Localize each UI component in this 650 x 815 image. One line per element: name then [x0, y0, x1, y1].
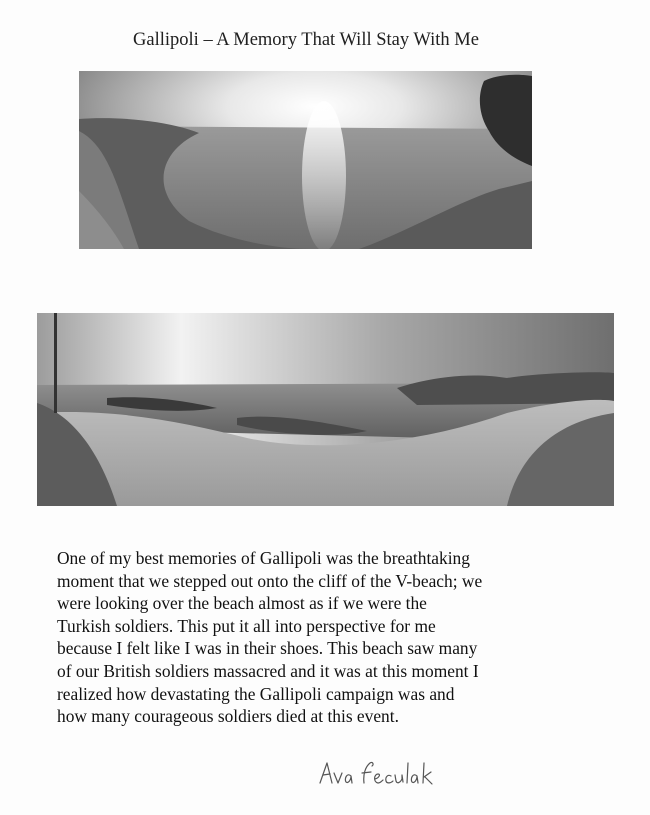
coast-photo-top	[79, 71, 532, 249]
memory-paragraph: One of my best memories of Gallipoli was the breathtaking moment that we stepped out onto the cliff of the V-beach; we were looking over the beach almost as if we were the Turkish soldiers. This put it all into perspective for me because I felt like I was in their shoes. This beach saw many of our British soldiers massacred and it was at this moment I realized how devastating the Gallipoli campaign was and how many courageous soldiers died at this event.	[57, 548, 483, 727]
page-title: Gallipoli – A Memory That Will Stay With Me	[133, 30, 479, 50]
handwritten-signature	[318, 757, 458, 793]
beach-panorama-photo	[37, 313, 614, 506]
